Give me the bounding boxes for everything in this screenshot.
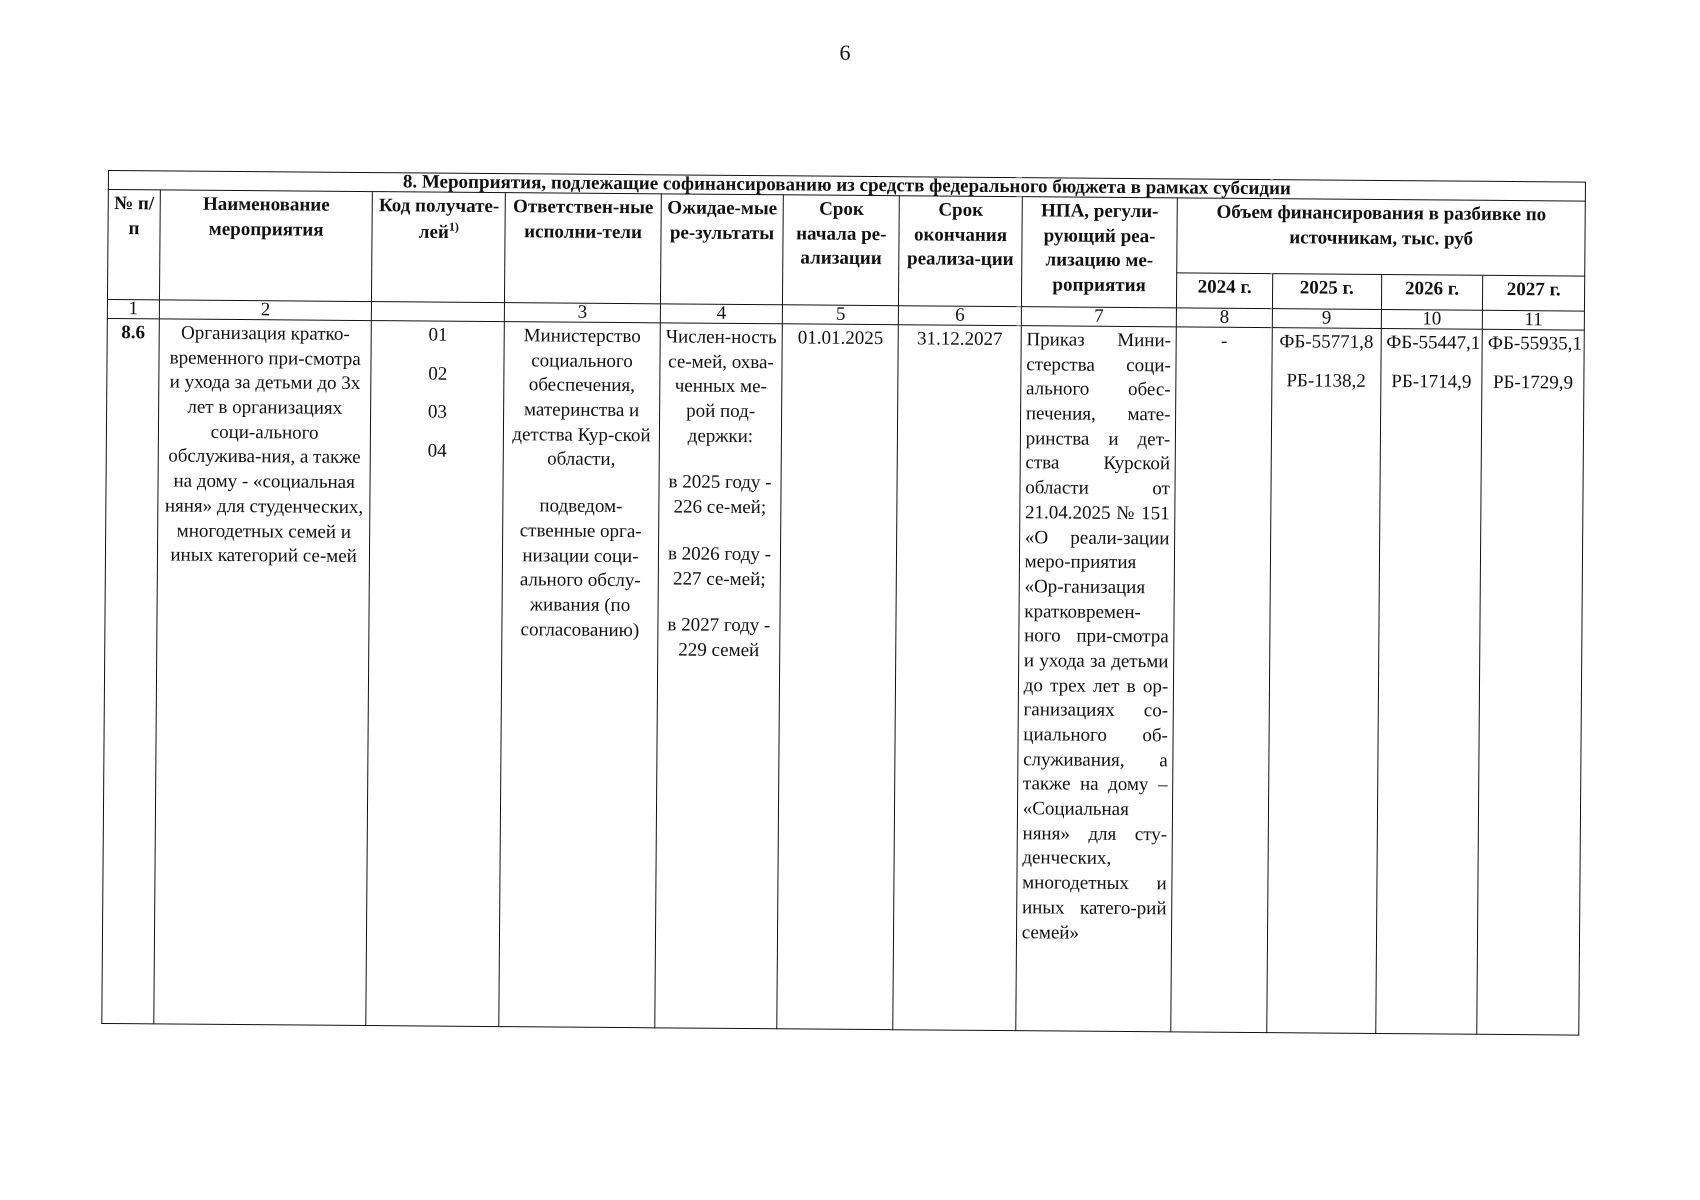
column-number: 7 bbox=[1021, 307, 1177, 327]
fund-2026-regional: РБ-1714,9 bbox=[1391, 370, 1472, 393]
column-number: 10 bbox=[1381, 310, 1483, 330]
header-num: № п/п bbox=[107, 190, 160, 300]
header-year-2026: 2026 г. bbox=[1381, 275, 1483, 311]
header-year-2027: 2027 г. bbox=[1483, 275, 1585, 311]
column-number: 9 bbox=[1272, 309, 1381, 329]
row-codes bbox=[366, 321, 504, 1027]
results-2026: в 2026 году - 227 се-мей; bbox=[667, 543, 772, 590]
row-fund-2025 bbox=[1267, 328, 1381, 1034]
measures-table bbox=[101, 170, 1586, 1036]
header-year-2024: 2024 г. bbox=[1177, 273, 1273, 309]
column-number: 1 bbox=[107, 299, 159, 318]
header-name: Наименование мероприятия bbox=[159, 190, 372, 302]
executor-subordinate: подведом-ственные орга-низации соци-ального обслу-живания (по согласованию) bbox=[519, 495, 642, 641]
recipient-code: 04 bbox=[427, 440, 447, 462]
header-code bbox=[372, 192, 506, 303]
column-number: 3 bbox=[505, 303, 661, 323]
row-start-date: 01.01.2025 bbox=[777, 324, 899, 1030]
row-fund-2027 bbox=[1477, 329, 1584, 1035]
header-funding: Объем финансирования в разбивке по источникам, тыс. руб bbox=[1177, 198, 1585, 276]
fund-2026-federal: ФБ-55447,1 bbox=[1386, 332, 1481, 354]
fund-2025-regional: РБ-1138,2 bbox=[1286, 369, 1366, 392]
column-number: 4 bbox=[660, 304, 783, 324]
row-results bbox=[655, 323, 783, 1029]
header-start: Срок начала ре-ализации bbox=[783, 195, 900, 306]
executor-ministry: Министерство социального обеспечения, материнства и детства Кур-ской области, bbox=[512, 325, 651, 471]
row-fund-2026 bbox=[1375, 329, 1482, 1035]
recipient-code: 03 bbox=[427, 401, 448, 424]
recipient-code: 01 bbox=[428, 324, 448, 346]
header-executors: Ответствен-ные исполни-тели bbox=[505, 193, 661, 304]
column-number: 2 bbox=[159, 300, 372, 321]
header-end: Срок окончания реализа-ции bbox=[899, 196, 1022, 307]
row-name: Организация кратко-временного при-смотра и ухода за детьми до 3х лет в организациях соци-ального обслужива-ния, а также на дому - «социальная няня» для студенческих, многодетных семей и иных категорий се-мей bbox=[154, 319, 372, 1026]
row-executors bbox=[499, 322, 660, 1028]
column-number: 5 bbox=[783, 305, 899, 325]
header-npa: НПА, регули-рующий реа-лизацию ме-роприятия bbox=[1021, 197, 1177, 308]
header-code-footnote: 1) bbox=[448, 219, 459, 234]
results-2027: в 2027 году - 229 семей bbox=[667, 614, 771, 662]
column-number: 11 bbox=[1483, 310, 1585, 330]
column-number bbox=[372, 302, 505, 322]
table-row bbox=[102, 318, 1584, 1035]
page-number: 6 bbox=[839, 40, 851, 65]
header-year-2025: 2025 г. bbox=[1272, 274, 1381, 310]
row-fund-2024: - bbox=[1171, 327, 1272, 1033]
measures-table-wrap bbox=[101, 170, 1586, 1036]
header-results: Ожидае-мые ре-зультаты bbox=[660, 194, 783, 305]
table-caption: 8. Мероприятия, подлежащие софинансированию из средств федерального бюджета в рамках субсидии bbox=[108, 171, 1585, 202]
column-number: 8 bbox=[1177, 308, 1273, 328]
fund-2027-regional: РБ-1729,9 bbox=[1492, 371, 1574, 394]
row-end-date: 31.12.2027 bbox=[893, 325, 1021, 1031]
results-2025: в 2025 году - 226 се-мей; bbox=[668, 471, 772, 519]
row-npa: Приказ Мини-стерства соци-ального обес-печения, мате-ринства и дет-ства Курской области от 21.04.2025 № 151 «О реали-зации меро-приятия «Ор-ганизация кратковремен-ного при-смотра и ухода за детьми до трех лет в ор-ганизациях со-циального об-служивания, а также на дому – «Социальная няня» для сту-денческих, многодетных и иных катего-рий семей» bbox=[1016, 326, 1177, 1032]
fund-2027-federal: ФБ-55935,1 bbox=[1487, 332, 1583, 355]
recipient-code: 02 bbox=[428, 363, 448, 385]
results-intro: Числен-ность се-мей, охва-ченных ме-рой под-держки: bbox=[665, 326, 777, 447]
row-num: 8.6 bbox=[102, 318, 159, 1023]
column-number: 6 bbox=[899, 306, 1022, 326]
fund-2025-federal: ФБ-55771,8 bbox=[1279, 331, 1374, 353]
header-code-text: Код получате-лей bbox=[378, 195, 500, 243]
